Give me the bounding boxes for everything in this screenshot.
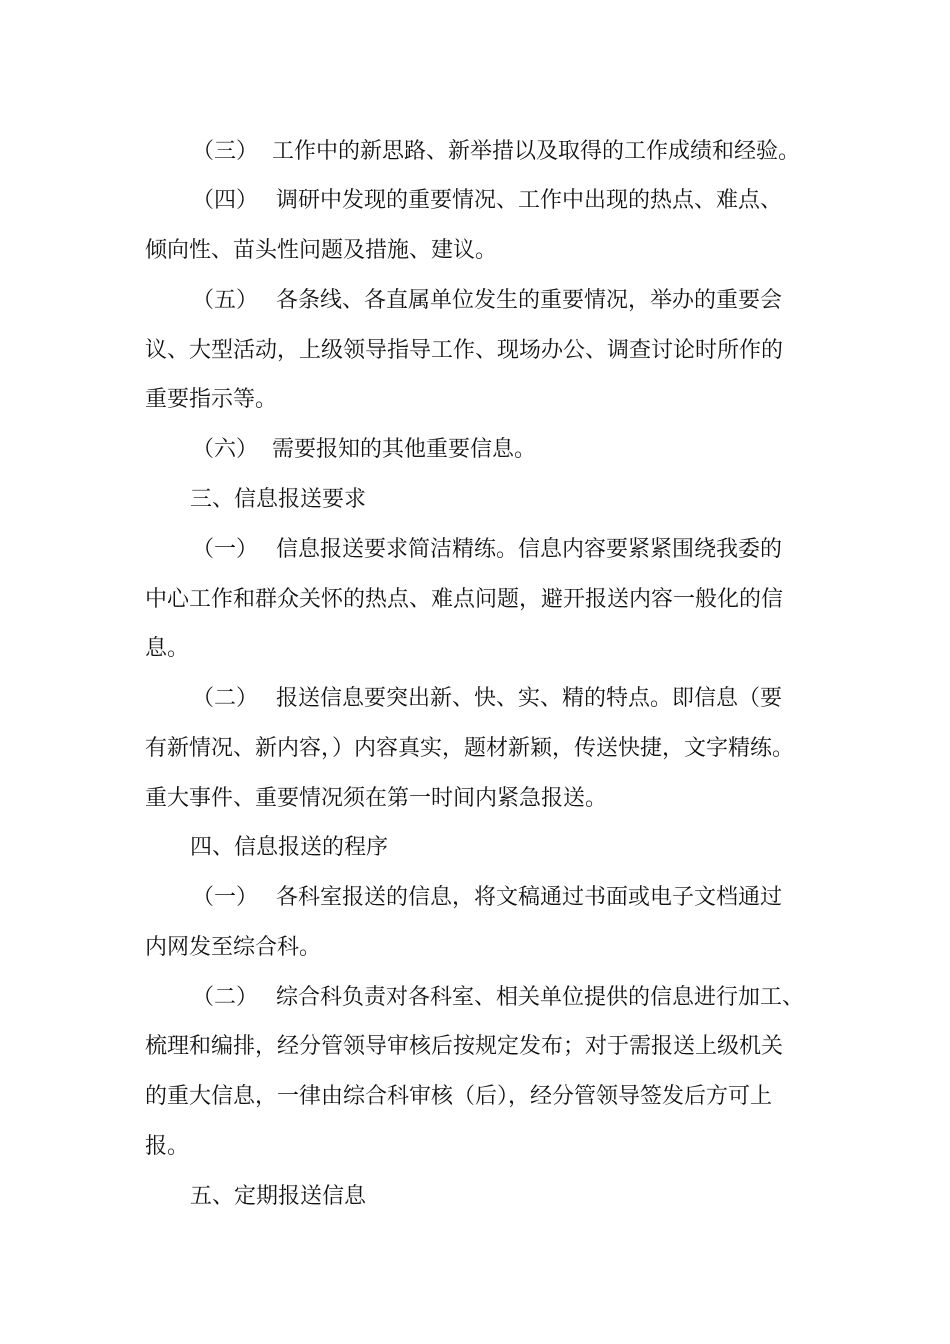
item-5 xyxy=(192,286,782,316)
section-3-item-2 xyxy=(192,684,782,714)
item-5-cont: 议、大型活动，上级领导指导工作、现场办公、调查讨论时所作的 xyxy=(145,338,784,363)
section-3-item-1-cont: 中心工作和群众关怀的热点、难点问题，避开报送内容一般化的信 xyxy=(145,587,784,612)
item-marker: （六） xyxy=(192,437,259,462)
item-marker: （五） xyxy=(192,288,259,313)
item-text: 综合科负责对各科室、相关单位提供的信息进行加工、 xyxy=(276,985,805,1010)
section-5-heading: 五、定期报送信息 xyxy=(190,1184,367,1209)
item-marker: （一） xyxy=(192,537,259,562)
item-marker: （三） xyxy=(192,139,259,164)
item-marker: （二） xyxy=(192,686,259,711)
item-text: 调研中发现的重要情况、工作中出现的热点、难点、 xyxy=(276,188,783,213)
item-5-cont: 重要指示等。 xyxy=(145,387,278,412)
item-4 xyxy=(192,186,782,216)
section-3-item-1 xyxy=(192,535,782,565)
item-marker: （一） xyxy=(192,885,259,910)
item-text: 工作中的新思路、新举措以及取得的工作成绩和经验。 xyxy=(272,139,801,164)
section-4-heading: 四、信息报送的程序 xyxy=(190,835,389,860)
item-3 xyxy=(192,137,800,167)
section-4-item-2 xyxy=(192,983,804,1013)
item-marker: （二） xyxy=(192,985,259,1010)
section-3-item-1-cont: 息。 xyxy=(145,636,190,661)
item-4-cont: 倾向性、苗头性问题及措施、建议。 xyxy=(145,238,498,263)
item-text: 信息报送要求简洁精练。信息内容要紧紧围绕我委的 xyxy=(276,537,783,562)
item-text: 各条线、各直属单位发生的重要情况，举办的重要会 xyxy=(276,288,783,313)
item-6 xyxy=(192,435,536,465)
section-4-item-2-cont: 的重大信息，一律由综合科审核（后），经分管领导签发后方可上 xyxy=(145,1084,773,1109)
section-4-item-2-cont: 报。 xyxy=(145,1134,190,1159)
item-text: 各科室报送的信息，将文稿通过书面或电子文档通过 xyxy=(276,885,783,910)
item-marker: （四） xyxy=(192,188,259,213)
item-text: 报送信息要突出新、快、实、精的特点。即信息（要 xyxy=(276,686,783,711)
item-text: 需要报知的其他重要信息。 xyxy=(272,437,537,462)
section-4-item-1 xyxy=(192,883,782,913)
section-3-heading: 三、信息报送要求 xyxy=(190,487,367,512)
section-4-item-1-cont: 内网发至综合科。 xyxy=(145,935,322,960)
section-4-item-2-cont: 梳理和编排，经分管领导审核后按规定发布；对于需报送上级机关 xyxy=(145,1034,784,1059)
section-3-item-2-cont: 重大事件、重要情况须在第一时间内紧急报送。 xyxy=(145,786,608,811)
section-3-item-2-cont: 有新情况、新内容，）内容真实，题材新颖，传送快捷，文字精练。 xyxy=(145,736,795,761)
